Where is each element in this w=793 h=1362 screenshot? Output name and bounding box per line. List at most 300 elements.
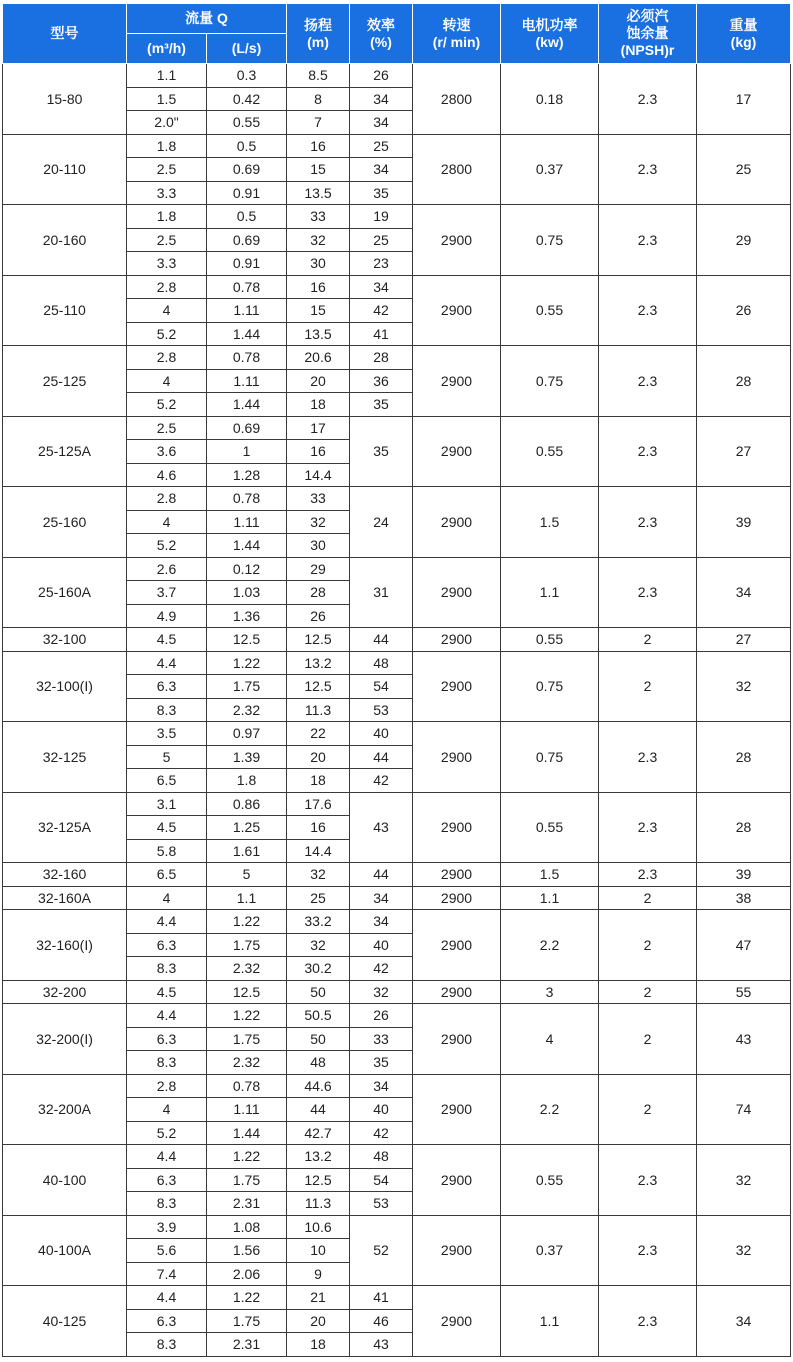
table-row (3, 1286, 791, 1310)
head-cell: 20.6 (287, 346, 350, 370)
power-cell: 0.55 (501, 628, 599, 652)
efficiency-cell: 35 (350, 416, 413, 487)
flow-ls-cell: 1.22 (207, 1286, 287, 1310)
power-cell: 4 (501, 1004, 599, 1075)
speed-cell: 2900 (413, 792, 501, 863)
flow-ls-cell: 0.5 (207, 134, 287, 158)
model-cell: 32-160(I) (3, 910, 127, 981)
model-cell: 32-125A (3, 792, 127, 863)
head-cell: 32 (287, 228, 350, 252)
head-cell: 13.5 (287, 322, 350, 346)
head-cell: 48 (287, 1051, 350, 1075)
flow-m3h-cell: 4.4 (127, 1145, 207, 1169)
efficiency-cell: 42 (350, 957, 413, 981)
efficiency-cell: 34 (350, 275, 413, 299)
efficiency-cell: 43 (350, 1333, 413, 1357)
head-cell: 20 (287, 745, 350, 769)
flow-m3h-cell: 4.4 (127, 910, 207, 934)
flow-m3h-cell: 4.5 (127, 816, 207, 840)
weight-cell: 32 (697, 1215, 791, 1286)
flow-ls-cell: 5 (207, 863, 287, 887)
head-cell: 50 (287, 980, 350, 1004)
head-cell: 30 (287, 252, 350, 276)
efficiency-cell: 53 (350, 698, 413, 722)
npsh-cell: 2.3 (599, 487, 697, 558)
efficiency-cell: 42 (350, 1121, 413, 1145)
power-cell: 0.75 (501, 722, 599, 793)
head-cell: 7 (287, 111, 350, 135)
efficiency-cell: 32 (350, 980, 413, 1004)
npsh-cell: 2.3 (599, 1286, 697, 1357)
flow-ls-cell: 1.44 (207, 393, 287, 417)
head-cell: 28 (287, 581, 350, 605)
efficiency-cell: 44 (350, 863, 413, 887)
weight-cell: 29 (697, 205, 791, 276)
flow-m3h-cell: 2.8 (127, 275, 207, 299)
flow-m3h-cell: 2.6 (127, 557, 207, 581)
efficiency-cell: 25 (350, 228, 413, 252)
flow-ls-cell: 1.39 (207, 745, 287, 769)
model-cell: 32-100(I) (3, 651, 127, 722)
weight-cell: 39 (697, 863, 791, 887)
flow-ls-cell: 1.11 (207, 299, 287, 323)
flow-m3h-cell: 5 (127, 745, 207, 769)
flow-ls-cell: 2.32 (207, 698, 287, 722)
head-cell: 11.3 (287, 698, 350, 722)
power-cell: 0.75 (501, 205, 599, 276)
model-cell: 32-100 (3, 628, 127, 652)
efficiency-cell: 34 (350, 910, 413, 934)
flow-ls-cell: 1.61 (207, 839, 287, 863)
efficiency-cell: 42 (350, 769, 413, 793)
efficiency-cell: 42 (350, 299, 413, 323)
flow-m3h-cell: 5.2 (127, 393, 207, 417)
weight-cell: 27 (697, 628, 791, 652)
head-cell: 9 (287, 1262, 350, 1286)
head-cell: 14.4 (287, 463, 350, 487)
head-cell: 11.3 (287, 1192, 350, 1216)
flow-ls-cell: 2.32 (207, 1051, 287, 1075)
flow-m3h-cell: 3.5 (127, 722, 207, 746)
speed-cell: 2900 (413, 980, 501, 1004)
head-cell: 13.2 (287, 1145, 350, 1169)
npsh-cell: 2.3 (599, 275, 697, 346)
flow-ls-cell: 2.32 (207, 957, 287, 981)
model-cell: 40-125 (3, 1286, 127, 1357)
flow-m3h-cell: 4.4 (127, 1004, 207, 1028)
head-cell: 10 (287, 1239, 350, 1263)
flow-m3h-cell: 2.5 (127, 158, 207, 182)
flow-m3h-cell: 4.9 (127, 604, 207, 628)
npsh-cell: 2 (599, 628, 697, 652)
head-cell: 12.5 (287, 628, 350, 652)
speed-cell: 2900 (413, 863, 501, 887)
flow-m3h-cell: 6.3 (127, 1027, 207, 1051)
flow-ls-cell: 0.91 (207, 252, 287, 276)
head-cell: 32 (287, 863, 350, 887)
npsh-cell: 2 (599, 980, 697, 1004)
npsh-cell: 2.3 (599, 205, 697, 276)
head-cell: 29 (287, 557, 350, 581)
head-cell: 17.6 (287, 792, 350, 816)
head-cell: 42.7 (287, 1121, 350, 1145)
power-cell: 0.75 (501, 651, 599, 722)
weight-cell: 28 (697, 722, 791, 793)
model-cell: 32-200(I) (3, 1004, 127, 1075)
weight-cell: 32 (697, 651, 791, 722)
speed-cell: 2900 (413, 1004, 501, 1075)
table-row (3, 1004, 791, 1028)
efficiency-cell: 31 (350, 557, 413, 628)
efficiency-cell: 40 (350, 933, 413, 957)
speed-cell: 2900 (413, 651, 501, 722)
npsh-cell: 2.3 (599, 863, 697, 887)
model-cell: 32-125 (3, 722, 127, 793)
flow-ls-cell: 0.78 (207, 275, 287, 299)
flow-m3h-cell: 1.5 (127, 87, 207, 111)
speed-cell: 2900 (413, 275, 501, 346)
efficiency-cell: 25 (350, 134, 413, 158)
head-cell: 25 (287, 886, 350, 910)
flow-ls-cell: 12.5 (207, 628, 287, 652)
model-cell: 32-200A (3, 1074, 127, 1145)
power-cell: 1.1 (501, 1286, 599, 1357)
head-cell: 10.6 (287, 1215, 350, 1239)
flow-ls-cell: 1.8 (207, 769, 287, 793)
model-cell: 20-110 (3, 134, 127, 205)
power-cell: 0.37 (501, 1215, 599, 1286)
table-row (3, 64, 791, 88)
model-cell: 25-160 (3, 487, 127, 558)
npsh-cell: 2 (599, 1004, 697, 1075)
table-body (3, 64, 791, 1357)
flow-ls-cell: 1.75 (207, 1168, 287, 1192)
flow-m3h-cell: 4.4 (127, 651, 207, 675)
flow-m3h-cell: 3.1 (127, 792, 207, 816)
efficiency-cell: 23 (350, 252, 413, 276)
flow-m3h-cell: 5.2 (127, 1121, 207, 1145)
head-cell: 8 (287, 87, 350, 111)
power-cell: 0.37 (501, 134, 599, 205)
power-cell: 2.2 (501, 910, 599, 981)
flow-m3h-cell: 2.8 (127, 346, 207, 370)
efficiency-cell: 41 (350, 322, 413, 346)
efficiency-cell: 52 (350, 1215, 413, 1286)
flow-ls-cell: 0.78 (207, 346, 287, 370)
efficiency-cell: 35 (350, 1051, 413, 1075)
flow-ls-cell: 0.78 (207, 1074, 287, 1098)
flow-m3h-cell: 4.5 (127, 628, 207, 652)
npsh-cell: 2.3 (599, 346, 697, 417)
weight-cell: 32 (697, 1145, 791, 1216)
npsh-cell: 2.3 (599, 1215, 697, 1286)
flow-ls-cell: 0.97 (207, 722, 287, 746)
flow-ls-cell: 1.36 (207, 604, 287, 628)
flow-ls-cell: 2.31 (207, 1192, 287, 1216)
efficiency-cell: 24 (350, 487, 413, 558)
flow-ls-cell: 0.78 (207, 487, 287, 511)
efficiency-cell: 33 (350, 1027, 413, 1051)
flow-ls-cell: 1.22 (207, 1145, 287, 1169)
speed-cell: 2900 (413, 487, 501, 558)
power-cell: 3 (501, 980, 599, 1004)
flow-m3h-cell: 5.6 (127, 1239, 207, 1263)
efficiency-cell: 28 (350, 346, 413, 370)
npsh-cell: 2 (599, 1074, 697, 1145)
table-row (3, 1074, 791, 1098)
table-row (3, 980, 791, 1004)
flow-m3h-cell: 4 (127, 369, 207, 393)
head-cell: 16 (287, 275, 350, 299)
speed-cell: 2900 (413, 557, 501, 628)
table-row (3, 1215, 791, 1239)
head-cell: 32 (287, 933, 350, 957)
header-efficiency: 效率 (%) (350, 4, 413, 64)
header-weight: 重量 (kg) (697, 4, 791, 64)
flow-ls-cell: 1.28 (207, 463, 287, 487)
efficiency-cell: 53 (350, 1192, 413, 1216)
weight-cell: 34 (697, 1286, 791, 1357)
weight-cell: 74 (697, 1074, 791, 1145)
flow-m3h-cell: 6.5 (127, 769, 207, 793)
flow-m3h-cell: 4 (127, 886, 207, 910)
head-cell: 15 (287, 299, 350, 323)
head-cell: 50 (287, 1027, 350, 1051)
efficiency-cell: 48 (350, 651, 413, 675)
flow-m3h-cell: 4.6 (127, 463, 207, 487)
table-row (3, 651, 791, 675)
flow-ls-cell: 1.25 (207, 816, 287, 840)
flow-m3h-cell: 8.3 (127, 1333, 207, 1357)
table-row (3, 487, 791, 511)
efficiency-cell: 34 (350, 111, 413, 135)
header-power: 电机功率 (kw) (501, 4, 599, 64)
flow-ls-cell: 1.75 (207, 933, 287, 957)
table-row (3, 134, 791, 158)
speed-cell: 2900 (413, 1145, 501, 1216)
npsh-cell: 2.3 (599, 557, 697, 628)
flow-ls-cell: 0.3 (207, 64, 287, 88)
power-cell: 1.5 (501, 863, 599, 887)
head-cell: 32 (287, 510, 350, 534)
weight-cell: 25 (697, 134, 791, 205)
flow-m3h-cell: 4 (127, 1098, 207, 1122)
head-cell: 8.5 (287, 64, 350, 88)
model-cell: 32-200 (3, 980, 127, 1004)
flow-m3h-cell: 6.5 (127, 863, 207, 887)
flow-m3h-cell: 3.3 (127, 252, 207, 276)
flow-ls-cell: 0.5 (207, 205, 287, 229)
head-cell: 22 (287, 722, 350, 746)
flow-m3h-cell: 3.6 (127, 440, 207, 464)
head-cell: 16 (287, 134, 350, 158)
header-npsh: 必须汽 蚀余量 (NPSH)r (599, 4, 697, 64)
weight-cell: 28 (697, 792, 791, 863)
speed-cell: 2900 (413, 722, 501, 793)
table-row (3, 557, 791, 581)
flow-m3h-cell: 1.8 (127, 205, 207, 229)
head-cell: 26 (287, 604, 350, 628)
flow-m3h-cell: 8.3 (127, 698, 207, 722)
weight-cell: 26 (697, 275, 791, 346)
efficiency-cell: 34 (350, 1074, 413, 1098)
flow-ls-cell: 0.55 (207, 111, 287, 135)
flow-ls-cell: 0.42 (207, 87, 287, 111)
table-row (3, 863, 791, 887)
flow-m3h-cell: 1.1 (127, 64, 207, 88)
npsh-cell: 2.3 (599, 792, 697, 863)
table-row (3, 722, 791, 746)
head-cell: 50.5 (287, 1004, 350, 1028)
efficiency-cell: 34 (350, 87, 413, 111)
npsh-cell: 2 (599, 651, 697, 722)
model-cell: 40-100A (3, 1215, 127, 1286)
power-cell: 0.55 (501, 792, 599, 863)
npsh-cell: 2 (599, 910, 697, 981)
table-row (3, 346, 791, 370)
flow-m3h-cell: 4 (127, 510, 207, 534)
flow-ls-cell: 0.69 (207, 416, 287, 440)
flow-ls-cell: 1.11 (207, 369, 287, 393)
flow-m3h-cell: 6.3 (127, 1309, 207, 1333)
flow-m3h-cell: 3.7 (127, 581, 207, 605)
weight-cell: 28 (697, 346, 791, 417)
power-cell: 0.55 (501, 416, 599, 487)
flow-ls-cell: 1 (207, 440, 287, 464)
speed-cell: 2900 (413, 1074, 501, 1145)
flow-ls-cell: 1.44 (207, 322, 287, 346)
efficiency-cell: 48 (350, 1145, 413, 1169)
table-row (3, 416, 791, 440)
head-cell: 18 (287, 1333, 350, 1357)
header-model: 型号 (3, 4, 127, 64)
speed-cell: 2900 (413, 416, 501, 487)
flow-ls-cell: 0.86 (207, 792, 287, 816)
flow-m3h-cell: 2.0" (127, 111, 207, 135)
head-cell: 20 (287, 369, 350, 393)
flow-m3h-cell: 8.3 (127, 957, 207, 981)
flow-ls-cell: 1.75 (207, 1027, 287, 1051)
flow-m3h-cell: 4.5 (127, 980, 207, 1004)
speed-cell: 2900 (413, 205, 501, 276)
power-cell: 1.5 (501, 487, 599, 558)
flow-m3h-cell: 6.3 (127, 933, 207, 957)
flow-m3h-cell: 7.4 (127, 1262, 207, 1286)
table-row (3, 205, 791, 229)
flow-m3h-cell: 5.2 (127, 322, 207, 346)
speed-cell: 2900 (413, 1286, 501, 1357)
efficiency-cell: 40 (350, 1098, 413, 1122)
speed-cell: 2900 (413, 628, 501, 652)
table-row (3, 886, 791, 910)
head-cell: 15 (287, 158, 350, 182)
flow-ls-cell: 1.56 (207, 1239, 287, 1263)
flow-ls-cell: 1.03 (207, 581, 287, 605)
flow-m3h-cell: 2.8 (127, 1074, 207, 1098)
head-cell: 33 (287, 205, 350, 229)
model-cell: 25-125 (3, 346, 127, 417)
speed-cell: 2900 (413, 346, 501, 417)
head-cell: 33.2 (287, 910, 350, 934)
efficiency-cell: 35 (350, 181, 413, 205)
power-cell: 0.55 (501, 1145, 599, 1216)
efficiency-cell: 26 (350, 1004, 413, 1028)
flow-ls-cell: 1.1 (207, 886, 287, 910)
flow-m3h-cell: 2.5 (127, 228, 207, 252)
power-cell: 1.1 (501, 557, 599, 628)
flow-m3h-cell: 4.4 (127, 1286, 207, 1310)
model-cell: 32-160 (3, 863, 127, 887)
flow-ls-cell: 1.22 (207, 651, 287, 675)
flow-m3h-cell: 6.3 (127, 1168, 207, 1192)
speed-cell: 2900 (413, 886, 501, 910)
flow-ls-cell: 1.75 (207, 675, 287, 699)
header-flow-m3h: (m³/h) (127, 34, 207, 64)
npsh-cell: 2.3 (599, 134, 697, 205)
table-row (3, 910, 791, 934)
flow-m3h-cell: 8.3 (127, 1192, 207, 1216)
power-cell: 2.2 (501, 1074, 599, 1145)
npsh-cell: 2.3 (599, 64, 697, 135)
efficiency-cell: 26 (350, 64, 413, 88)
flow-ls-cell: 0.69 (207, 158, 287, 182)
npsh-cell: 2 (599, 886, 697, 910)
flow-ls-cell: 1.44 (207, 1121, 287, 1145)
power-cell: 0.18 (501, 64, 599, 135)
npsh-cell: 2.3 (599, 416, 697, 487)
efficiency-cell: 46 (350, 1309, 413, 1333)
flow-m3h-cell: 5.8 (127, 839, 207, 863)
speed-cell: 2900 (413, 1215, 501, 1286)
speed-cell: 2800 (413, 134, 501, 205)
flow-ls-cell: 1.08 (207, 1215, 287, 1239)
header-speed: 转速 (r/ min) (413, 4, 501, 64)
head-cell: 30.2 (287, 957, 350, 981)
flow-m3h-cell: 4 (127, 299, 207, 323)
weight-cell: 47 (697, 910, 791, 981)
speed-cell: 2900 (413, 910, 501, 981)
flow-ls-cell: 0.69 (207, 228, 287, 252)
head-cell: 12.5 (287, 1168, 350, 1192)
flow-m3h-cell: 3.3 (127, 181, 207, 205)
flow-ls-cell: 1.11 (207, 1098, 287, 1122)
flow-ls-cell: 0.12 (207, 557, 287, 581)
weight-cell: 55 (697, 980, 791, 1004)
head-cell: 21 (287, 1286, 350, 1310)
flow-m3h-cell: 3.9 (127, 1215, 207, 1239)
head-cell: 14.4 (287, 839, 350, 863)
weight-cell: 43 (697, 1004, 791, 1075)
head-cell: 20 (287, 1309, 350, 1333)
flow-ls-cell: 12.5 (207, 980, 287, 1004)
power-cell: 0.55 (501, 275, 599, 346)
weight-cell: 27 (697, 416, 791, 487)
header-flow: 流量 Q (127, 4, 287, 34)
model-cell: 40-100 (3, 1145, 127, 1216)
efficiency-cell: 40 (350, 722, 413, 746)
efficiency-cell: 43 (350, 792, 413, 863)
model-cell: 32-160A (3, 886, 127, 910)
flow-m3h-cell: 8.3 (127, 1051, 207, 1075)
header-flow-ls: (L/s) (207, 34, 287, 64)
head-cell: 13.5 (287, 181, 350, 205)
efficiency-cell: 34 (350, 158, 413, 182)
flow-ls-cell: 1.75 (207, 1309, 287, 1333)
model-cell: 25-125A (3, 416, 127, 487)
efficiency-cell: 36 (350, 369, 413, 393)
model-cell: 25-110 (3, 275, 127, 346)
speed-cell: 2800 (413, 64, 501, 135)
